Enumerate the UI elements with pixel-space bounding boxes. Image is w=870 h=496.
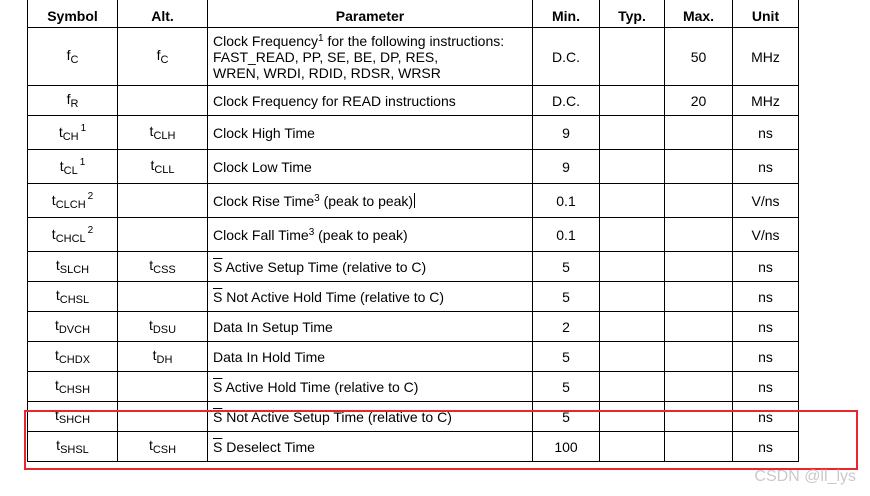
symbol-cell bbox=[28, 150, 118, 184]
parameter-text-cont: for the following instructions: bbox=[323, 32, 505, 49]
parameter-cell: Clock Low Time bbox=[208, 150, 533, 184]
alt-sub: CSS bbox=[153, 264, 176, 276]
symbol-cell bbox=[28, 282, 118, 312]
signal-name: $\overline{S}$ bbox=[213, 288, 223, 305]
symbol-main: t bbox=[58, 123, 63, 140]
header-unit: Unit bbox=[733, 0, 799, 28]
parameter-text: Not Active Hold Time (relative to C) bbox=[222, 288, 445, 305]
parameter-cell bbox=[208, 184, 533, 218]
alt-cell bbox=[118, 86, 208, 116]
typ-cell bbox=[600, 282, 665, 312]
max-cell bbox=[665, 184, 733, 218]
unit-cell: MHz bbox=[733, 86, 799, 116]
parameter-text: Not Active Setup Time (relative to C) bbox=[222, 408, 452, 425]
max-cell: 20 bbox=[665, 86, 733, 116]
alt-sub: CLL bbox=[154, 164, 175, 176]
parameter-text: Clock Rise Time bbox=[213, 192, 315, 209]
max-cell bbox=[665, 342, 733, 372]
max-cell bbox=[665, 282, 733, 312]
min-cell: 9 bbox=[533, 150, 600, 184]
header-alt: Alt. bbox=[118, 0, 208, 28]
symbol-sub: CLCH bbox=[55, 198, 86, 211]
min-cell: 5 bbox=[533, 282, 600, 312]
typ-cell bbox=[600, 218, 665, 252]
alt-cell bbox=[118, 150, 208, 184]
parameter-text-cont: (peak to peak) bbox=[314, 226, 408, 243]
symbol-cell bbox=[28, 86, 118, 116]
parameter-cell: Data In Setup Time bbox=[208, 312, 533, 342]
unit-cell: ns bbox=[733, 402, 799, 432]
typ-cell bbox=[600, 372, 665, 402]
typ-cell bbox=[600, 150, 665, 184]
parameter-cell: Data In Hold Time bbox=[208, 342, 533, 372]
min-cell: 5 bbox=[533, 402, 600, 432]
symbol-cell bbox=[28, 402, 118, 432]
symbol-sub: CH bbox=[62, 130, 79, 143]
typ-cell bbox=[600, 402, 665, 432]
min-cell: 9 bbox=[533, 116, 600, 150]
parameter-cell bbox=[208, 252, 533, 282]
symbol-main: t bbox=[55, 257, 60, 273]
symbol-sub: CHSH bbox=[58, 384, 91, 396]
alt-cell bbox=[118, 218, 208, 252]
alt-sub: C bbox=[160, 54, 169, 66]
ac-characteristics-table bbox=[27, 0, 799, 462]
alt-main: t bbox=[152, 347, 157, 363]
alt-cell bbox=[118, 312, 208, 342]
signal-name: $\overline{S}$ bbox=[213, 378, 223, 395]
table-row bbox=[28, 28, 799, 86]
table-row bbox=[28, 184, 799, 218]
symbol-cell bbox=[28, 218, 118, 252]
alt-cell bbox=[118, 184, 208, 218]
signal-name: $\overline{S}$ bbox=[213, 408, 223, 425]
parameter-text-cont: (peak to peak) bbox=[319, 192, 414, 209]
parameter-cell bbox=[208, 28, 533, 86]
header-typ: Typ. bbox=[600, 0, 665, 28]
table-row bbox=[28, 312, 799, 342]
parameter-text: Active Hold Time (relative to C) bbox=[222, 378, 419, 395]
table-row bbox=[28, 116, 799, 150]
table-row bbox=[28, 372, 799, 402]
unit-cell: ns bbox=[733, 282, 799, 312]
min-cell: 100 bbox=[533, 432, 600, 462]
alt-main: t bbox=[149, 257, 154, 273]
typ-cell bbox=[600, 342, 665, 372]
parameter-text-line2: FAST_READ, PP, SE, BE, DP, RES, bbox=[213, 48, 439, 65]
symbol-sub: SHCH bbox=[58, 414, 91, 426]
symbol-cell bbox=[28, 184, 118, 218]
max-cell bbox=[665, 150, 733, 184]
symbol-main: t bbox=[54, 407, 59, 423]
unit-cell: ns bbox=[733, 342, 799, 372]
parameter-cell bbox=[208, 218, 533, 252]
min-cell: 5 bbox=[533, 372, 600, 402]
table-row bbox=[28, 218, 799, 252]
alt-cell bbox=[118, 28, 208, 86]
typ-cell bbox=[600, 312, 665, 342]
signal-name: $\overline{S}$ bbox=[213, 438, 223, 455]
parameter-text: Deselect Time bbox=[222, 438, 315, 455]
parameter-cell bbox=[208, 372, 533, 402]
parameter-note: 3 bbox=[314, 192, 320, 204]
unit-cell: ns bbox=[733, 116, 799, 150]
symbol-sub: SLCH bbox=[59, 264, 90, 276]
alt-cell bbox=[118, 402, 208, 432]
symbol-sub: DVCH bbox=[58, 324, 91, 336]
max-cell bbox=[665, 312, 733, 342]
symbol-main: t bbox=[54, 377, 59, 393]
unit-cell: ns bbox=[733, 372, 799, 402]
symbol-sub: C bbox=[70, 54, 79, 66]
parameter-cell bbox=[208, 402, 533, 432]
min-cell: D.C. bbox=[533, 28, 600, 86]
min-cell: 5 bbox=[533, 252, 600, 282]
parameter-note: 1 bbox=[318, 32, 324, 44]
unit-cell: MHz bbox=[733, 28, 799, 86]
symbol-cell bbox=[28, 252, 118, 282]
symbol-note: 1 bbox=[79, 156, 86, 168]
parameter-note: 3 bbox=[308, 226, 315, 238]
alt-cell bbox=[118, 432, 208, 462]
symbol-cell bbox=[28, 116, 118, 150]
symbol-main: t bbox=[59, 157, 64, 174]
alt-main: t bbox=[150, 157, 155, 173]
symbol-cell bbox=[28, 372, 118, 402]
alt-cell bbox=[118, 116, 208, 150]
symbol-cell bbox=[28, 432, 118, 462]
alt-cell bbox=[118, 342, 208, 372]
header-parameter: Parameter bbox=[208, 0, 533, 28]
max-cell bbox=[665, 372, 733, 402]
alt-main: t bbox=[149, 123, 154, 139]
alt-sub: CSH bbox=[152, 444, 177, 456]
symbol-note: 1 bbox=[80, 122, 87, 134]
unit-cell: ns bbox=[733, 432, 799, 462]
table-row bbox=[28, 402, 799, 432]
table-row bbox=[28, 282, 799, 312]
alt-main: f bbox=[156, 47, 161, 63]
unit-cell: ns bbox=[733, 252, 799, 282]
symbol-sub: CL bbox=[63, 164, 78, 177]
max-cell bbox=[665, 218, 733, 252]
symbol-cell bbox=[28, 312, 118, 342]
parameter-cell bbox=[208, 432, 533, 462]
max-cell bbox=[665, 402, 733, 432]
symbol-note: 2 bbox=[87, 190, 94, 202]
unit-cell: ns bbox=[733, 150, 799, 184]
alt-main: t bbox=[148, 437, 153, 453]
header-max: Max. bbox=[665, 0, 733, 28]
symbol-main: t bbox=[51, 225, 56, 242]
unit-cell: V/ns bbox=[733, 218, 799, 252]
max-cell bbox=[665, 432, 733, 462]
typ-cell bbox=[600, 28, 665, 86]
parameter-cell: Clock Frequency for READ instructions bbox=[208, 86, 533, 116]
unit-cell: V/ns bbox=[733, 184, 799, 218]
typ-cell bbox=[600, 432, 665, 462]
table-row bbox=[28, 432, 799, 462]
table-row bbox=[28, 150, 799, 184]
typ-cell bbox=[600, 252, 665, 282]
min-cell: 5 bbox=[533, 342, 600, 372]
symbol-sub: CHSL bbox=[59, 294, 90, 306]
parameter-cell bbox=[208, 282, 533, 312]
parameter-text: Clock Fall Time bbox=[213, 226, 309, 243]
typ-cell bbox=[600, 116, 665, 150]
symbol-sub: CHDX bbox=[58, 354, 91, 366]
ac-characteristics-table-wrap bbox=[27, 0, 799, 462]
alt-cell bbox=[118, 372, 208, 402]
header-symbol: Symbol bbox=[28, 0, 118, 28]
symbol-sub: CHCL bbox=[55, 232, 86, 245]
parameter-text: Clock Frequency bbox=[213, 32, 319, 49]
max-cell bbox=[665, 116, 733, 150]
symbol-main: t bbox=[51, 191, 56, 208]
symbol-cell bbox=[28, 28, 118, 86]
max-cell: 50 bbox=[665, 28, 733, 86]
min-cell: 0.1 bbox=[533, 184, 600, 218]
symbol-main: t bbox=[56, 437, 61, 453]
parameter-text: Active Setup Time (relative to C) bbox=[222, 258, 427, 275]
parameter-cell: Clock High Time bbox=[208, 116, 533, 150]
alt-sub: CLH bbox=[153, 130, 176, 142]
symbol-main: t bbox=[54, 347, 59, 363]
table-row bbox=[28, 342, 799, 372]
symbol-main: t bbox=[54, 317, 59, 333]
symbol-main: f bbox=[66, 91, 71, 107]
alt-sub: DH bbox=[156, 354, 173, 366]
signal-name: $\overline{S}$ bbox=[213, 258, 223, 275]
symbol-cell bbox=[28, 342, 118, 372]
min-cell: 2 bbox=[533, 312, 600, 342]
min-cell: 0.1 bbox=[533, 218, 600, 252]
table-row bbox=[28, 86, 799, 116]
alt-cell bbox=[118, 252, 208, 282]
symbol-sub: R bbox=[70, 98, 79, 110]
text-cursor bbox=[414, 193, 415, 208]
max-cell bbox=[665, 252, 733, 282]
alt-sub: DSU bbox=[152, 324, 177, 336]
table-row bbox=[28, 252, 799, 282]
watermark-text: CSDN @ll_lys bbox=[754, 468, 856, 485]
unit-cell: ns bbox=[733, 312, 799, 342]
symbol-main: t bbox=[55, 287, 60, 303]
alt-main: t bbox=[148, 317, 153, 333]
symbol-sub: SHSL bbox=[60, 444, 89, 456]
parameter-text-line3: WREN, WRDI, RDID, RDSR, WRSR bbox=[213, 64, 441, 81]
header-min: Min. bbox=[533, 0, 600, 28]
typ-cell bbox=[600, 86, 665, 116]
symbol-main: f bbox=[66, 47, 71, 63]
table-header-row bbox=[28, 0, 799, 28]
typ-cell bbox=[600, 184, 665, 218]
symbol-note: 2 bbox=[87, 224, 94, 236]
min-cell: D.C. bbox=[533, 86, 600, 116]
alt-cell bbox=[118, 282, 208, 312]
